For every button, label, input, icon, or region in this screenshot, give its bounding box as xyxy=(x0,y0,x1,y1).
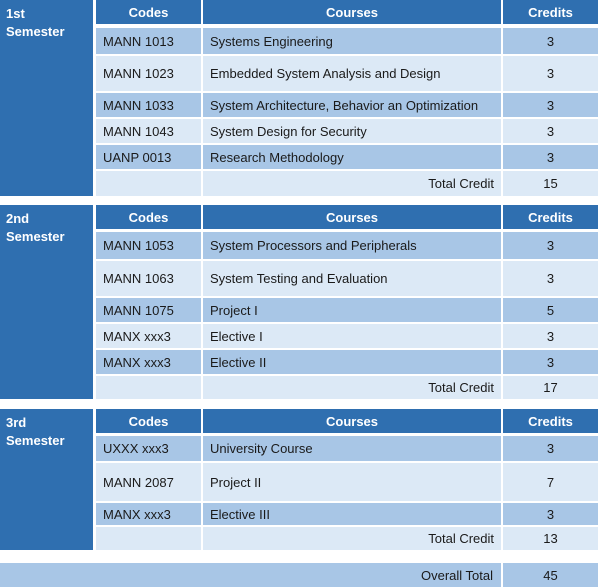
semester-1-table xyxy=(0,0,600,196)
table-row-code: MANN 1053 xyxy=(96,232,201,259)
overall-total-value: 45 xyxy=(503,563,598,587)
table-row-code: UANP 0013 xyxy=(96,145,201,169)
semester-1-label-line1: 1st xyxy=(6,6,25,21)
table-row-credit: 3 xyxy=(503,56,598,91)
semester-3-label xyxy=(0,409,93,550)
table-row-course: System Processors and Peripherals xyxy=(203,232,501,259)
table-row-course: Elective I xyxy=(203,324,501,348)
table-row-credit: 3 xyxy=(503,145,598,169)
table-row-code: MANX xxx3 xyxy=(96,503,201,525)
semester-2-credits-header: Credits xyxy=(503,205,598,229)
table-row-course: Elective III xyxy=(203,503,501,525)
table-row-credit: 5 xyxy=(503,298,598,322)
semester-3-total-spacer xyxy=(96,527,201,550)
semester-2-label xyxy=(0,205,93,399)
semester-1-label-line2: Semester xyxy=(6,24,65,39)
semester-3-label-line1: 3rd xyxy=(6,415,27,430)
semester-1-credits-header: Credits xyxy=(503,0,598,24)
semester-1-total-label: Total Credit xyxy=(203,171,501,196)
table-row-course: Embedded System Analysis and Design xyxy=(203,56,501,91)
table-row-credit: 3 xyxy=(503,119,598,143)
semester-3-table xyxy=(0,409,600,550)
table-row-code: MANX xxx3 xyxy=(96,324,201,348)
semester-1-codes-header: Codes xyxy=(96,0,201,24)
semester-2-total-value: 17 xyxy=(503,376,598,399)
table-row-course: Research Methodology xyxy=(203,145,501,169)
table-row-code: MANN 1013 xyxy=(96,28,201,54)
table-row-credit: 3 xyxy=(503,28,598,54)
table-row-code: MANN 1023 xyxy=(96,56,201,91)
table-row-course: Project II xyxy=(203,463,501,501)
semester-2-codes-header: Codes xyxy=(96,205,201,229)
table-row-course: Elective II xyxy=(203,350,501,374)
table-row-code: MANN 1063 xyxy=(96,261,201,296)
table-row-code: MANN 1043 xyxy=(96,119,201,143)
table-row-course: System Design for Security xyxy=(203,119,501,143)
table-row-course: University Course xyxy=(203,436,501,461)
semester-2-label-line1: 2nd xyxy=(6,211,30,226)
semester-1-label xyxy=(0,0,93,196)
table-row-credit: 3 xyxy=(503,350,598,374)
table-row-credit: 3 xyxy=(503,261,598,296)
table-row-credit: 3 xyxy=(503,232,598,259)
semester-3-label-line2: Semester xyxy=(6,433,65,448)
semester-3-codes-header: Codes xyxy=(96,409,201,433)
table-row-code: MANN 1075 xyxy=(96,298,201,322)
semester-2-table xyxy=(0,205,600,399)
table-row-credit: 3 xyxy=(503,436,598,461)
table-row-credit: 3 xyxy=(503,324,598,348)
table-row-course: Project I xyxy=(203,298,501,322)
semester-2-courses-header: Courses xyxy=(203,205,501,229)
semester-2-total-spacer xyxy=(96,376,201,399)
table-row-code: MANN 1033 xyxy=(96,93,201,117)
table-row-credit: 3 xyxy=(503,503,598,525)
table-row-code: MANN 2087 xyxy=(96,463,201,501)
semester-1-total-value: 15 xyxy=(503,171,598,196)
semester-3-total-value: 13 xyxy=(503,527,598,550)
semester-1-total-spacer xyxy=(96,171,201,196)
table-row-course: System Architecture, Behavior an Optimization xyxy=(203,93,501,117)
table-row-code: UXXX xxx3 xyxy=(96,436,201,461)
table-row-credit: 3 xyxy=(503,93,598,117)
semester-3-total-label: Total Credit xyxy=(203,527,501,550)
semester-2-total-label: Total Credit xyxy=(203,376,501,399)
semester-3-courses-header: Courses xyxy=(203,409,501,433)
overall-total-label: Overall Total xyxy=(0,563,501,587)
semester-2-label-line2: Semester xyxy=(6,229,65,244)
table-row-credit: 7 xyxy=(503,463,598,501)
semester-3-credits-header: Credits xyxy=(503,409,598,433)
table-row-course: System Testing and Evaluation xyxy=(203,261,501,296)
semester-1-courses-header: Courses xyxy=(203,0,501,24)
table-row-course: Systems Engineering xyxy=(203,28,501,54)
table-row-code: MANX xxx3 xyxy=(96,350,201,374)
